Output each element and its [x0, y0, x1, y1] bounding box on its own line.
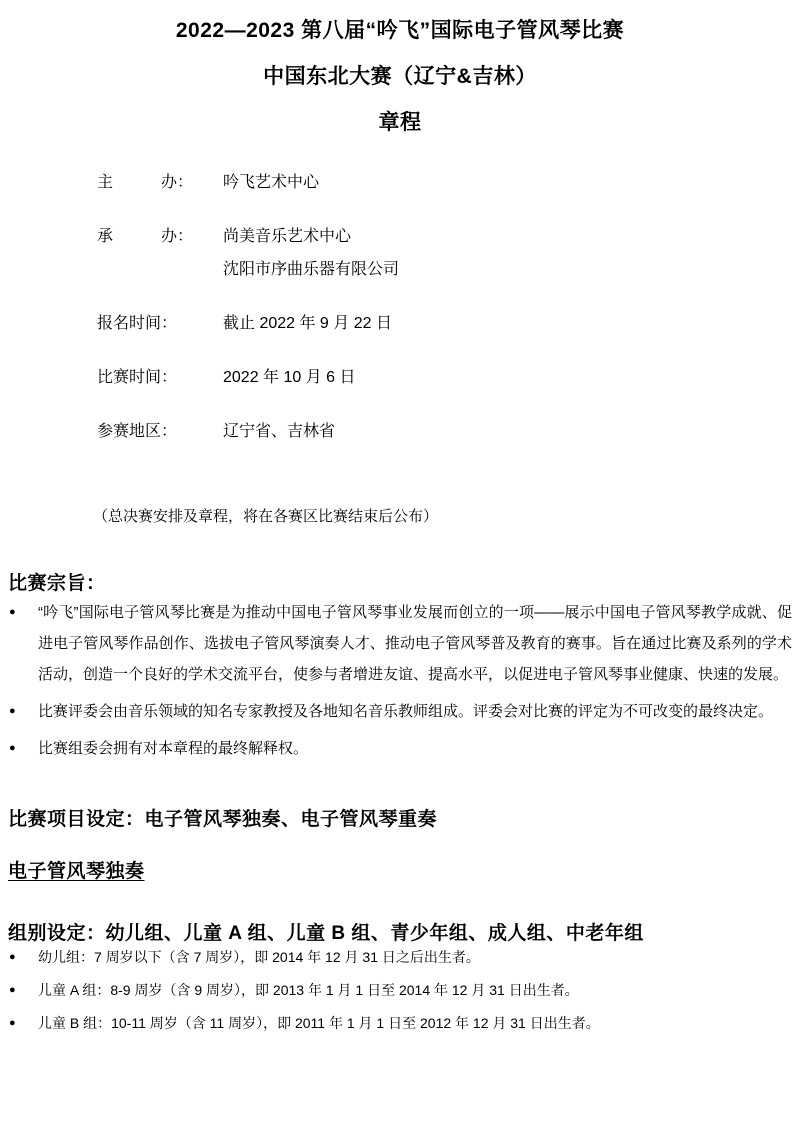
info-values-host — [223, 172, 319, 194]
info-label-registration-deadline: 报名时间： — [97, 315, 178, 332]
events-heading: 比赛项目设定：电子管风琴独奏、电子管风琴重奏 — [8, 809, 438, 830]
document-title-line-3: 章程 — [378, 111, 422, 134]
group-bullet-toddler: ● 幼儿组：7 周岁以下（含 7 周岁），即 2014 年 12 月 31 日之后出生者。 — [8, 947, 792, 967]
finals-note: （总决赛安排及章程，将在各赛区比赛结束后公布） — [93, 508, 439, 525]
info-value-host: 吟飞艺术中心 — [223, 174, 320, 191]
info-value-competition-date: 2022 年 10 月 6 日 — [223, 369, 356, 386]
purpose-bullet-list — [8, 597, 792, 764]
info-row-competition-date — [97, 367, 792, 389]
solo-subheading: 电子管风琴独奏 — [8, 861, 145, 882]
purpose-bullet-3: ● 比赛组委会拥有对本章程的最终解释权。 — [8, 733, 792, 764]
info-row-regions — [97, 421, 792, 443]
document-title-line-2: 中国东北大赛（辽宁&吉林） — [263, 65, 537, 88]
info-values-competition-date — [223, 367, 356, 389]
group-bullet-child-b: ● 儿童 B 组：10-11 周岁（含 11 周岁），即 2011 年 1 月 1 日至 2012 年 12 月 31 日出生者。 — [8, 1013, 792, 1033]
info-label-regions: 参赛地区： — [97, 423, 178, 440]
info-values-registration-deadline — [223, 313, 392, 335]
info-value-organizer-1: 尚美音乐艺术中心 — [223, 228, 352, 245]
groups-bullet-list — [8, 947, 792, 1033]
info-value-registration-deadline: 截止 2022 年 9 月 22 日 — [223, 315, 392, 332]
purpose-bullet-2: ● 比赛评委会由音乐领域的知名专家教授及各地知名音乐教师组成。评委会对比赛的评定为不可改变的最终决定。 — [8, 696, 792, 727]
info-value-organizer-2: 沈阳市序曲乐器有限公司 — [223, 261, 400, 278]
info-label-host: 主 办： — [97, 174, 194, 191]
info-row-registration-deadline — [97, 313, 792, 335]
info-values-regions — [223, 421, 335, 443]
groups-heading: 组别设定：幼儿组、儿童 A 组、儿童 B 组、青少年组、成人组、中老年组 — [8, 923, 644, 944]
group-bullet-child-a: ● 儿童 A 组：8-9 周岁（含 9 周岁），即 2013 年 1 月 1 日至 2014 年 12 月 31 日出生者。 — [8, 980, 792, 1000]
info-label-competition-date: 比赛时间： — [97, 369, 178, 386]
purpose-bullet-1: ● “吟飞”国际电子管风琴比赛是为推动中国电子管风琴事业发展而创立的一项——展示中国电子管风琴教学成就、促进电子管风琴作品创作、选拔电子管风琴演奏人才、推动电子管风琴普及教育的赛事。旨在通过比赛及系列的学术活动，创造一个良好的学术交流平台，使参与者增进友谊、提高水平，以促进电子管风琴事业健康、快速的发展。 — [8, 597, 792, 690]
info-label-organizer: 承 办： — [97, 228, 194, 245]
info-row-host — [97, 172, 792, 194]
organizer-info-block — [97, 172, 792, 443]
info-value-regions: 辽宁省、吉林省 — [223, 423, 336, 440]
document-title-block — [8, 8, 792, 146]
info-row-organizer — [97, 226, 792, 281]
document-title-line-1: 2022—2023 第八届“吟飞”国际电子管风琴比赛 — [175, 19, 625, 42]
info-values-organizer — [223, 226, 399, 281]
purpose-heading: 比赛宗旨： — [8, 573, 106, 594]
